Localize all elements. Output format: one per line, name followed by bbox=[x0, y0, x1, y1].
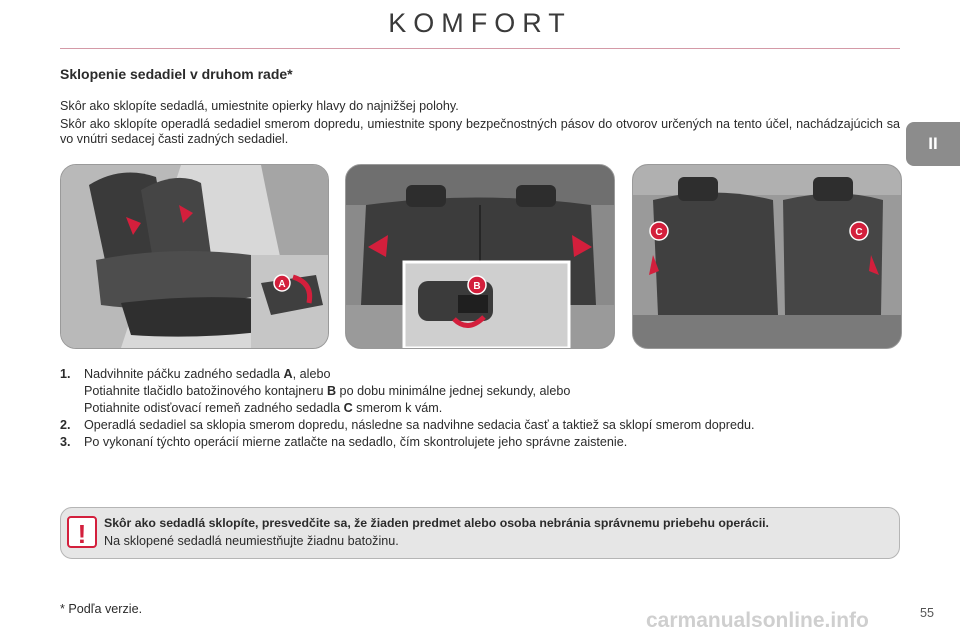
step-number: 2. bbox=[60, 418, 71, 432]
page-title: KOMFORT bbox=[388, 8, 572, 38]
page-number: 55 bbox=[920, 606, 935, 620]
warning-text: Na sklopené sedadlá neumiestňujte žiadnu batožinu. bbox=[104, 534, 399, 548]
chapter-tab[interactable]: II bbox=[906, 122, 960, 166]
intro-text bbox=[60, 99, 900, 150]
callout-a: A bbox=[278, 279, 286, 290]
step-3 bbox=[60, 434, 910, 451]
warning-box bbox=[60, 507, 900, 559]
step-text: Po vykonaní týchto operácií mierne zatlačte na sedadlo, čím skontrolujete jeho správne zaistenie. bbox=[84, 435, 628, 449]
watermark: carmanualsonline.info bbox=[646, 609, 869, 632]
step-2 bbox=[60, 417, 910, 434]
step-line bbox=[84, 400, 910, 417]
step-text: Potiahnite tlačidlo batožinového kontajneru bbox=[84, 384, 327, 398]
warning-title: Skôr ako sedadlá sklopíte, presvedčite sa, že žiaden predmet alebo osoba nebránia správnemu priebehu operácii. bbox=[104, 516, 769, 530]
step-text: Potiahnite odisťovací remeň zadného sedadla bbox=[84, 401, 344, 415]
section-heading: Sklopenie sedadiel v druhom rade* bbox=[60, 66, 293, 82]
step-text: smerom k vám. bbox=[352, 401, 443, 415]
step-1 bbox=[60, 366, 910, 417]
step-key: B bbox=[326, 384, 337, 398]
step-line bbox=[84, 383, 910, 400]
step-number: 3. bbox=[60, 435, 71, 449]
step-key: A bbox=[283, 367, 293, 381]
title-divider bbox=[60, 48, 900, 49]
step-number: 1. bbox=[60, 367, 71, 381]
figure-trunk-button bbox=[345, 164, 615, 349]
step-text: Operadlá sedadiel sa sklopia smerom dopredu, následne sa nadvihne sedacia časť a taktiež sa sklopí smerom dopredu. bbox=[84, 418, 755, 432]
figure-seat-lever bbox=[60, 164, 329, 349]
step-text: Nadvihnite páčku zadného sedadla bbox=[84, 367, 284, 381]
intro-paragraph-2: Skôr ako sklopíte operadlá sedadiel smerom dopredu, umiestnite spony bezpečnostných pásov do otvorov určených na tento účel, nachádzajúcich sa vo vnútri sedacej časti zadných sedadiel. bbox=[60, 117, 900, 146]
footnote: * Podľa verzie. bbox=[60, 602, 143, 616]
instruction-steps bbox=[60, 366, 910, 451]
step-key: C bbox=[343, 401, 353, 415]
step-text: , alebo bbox=[292, 367, 331, 381]
step-text: po dobu minimálne jednej sekundy, alebo bbox=[336, 384, 571, 398]
step-line bbox=[84, 366, 910, 383]
callout-b: B bbox=[473, 281, 481, 292]
callout-c-left: C bbox=[655, 227, 663, 238]
warning-icon: ! bbox=[67, 516, 97, 548]
intro-paragraph-1: Skôr ako sklopíte sedadlá, umiestnite opierky hlavy do najnižšej polohy. bbox=[60, 99, 459, 113]
figure-seat-straps bbox=[632, 164, 902, 349]
callout-c-right: C bbox=[855, 227, 863, 238]
